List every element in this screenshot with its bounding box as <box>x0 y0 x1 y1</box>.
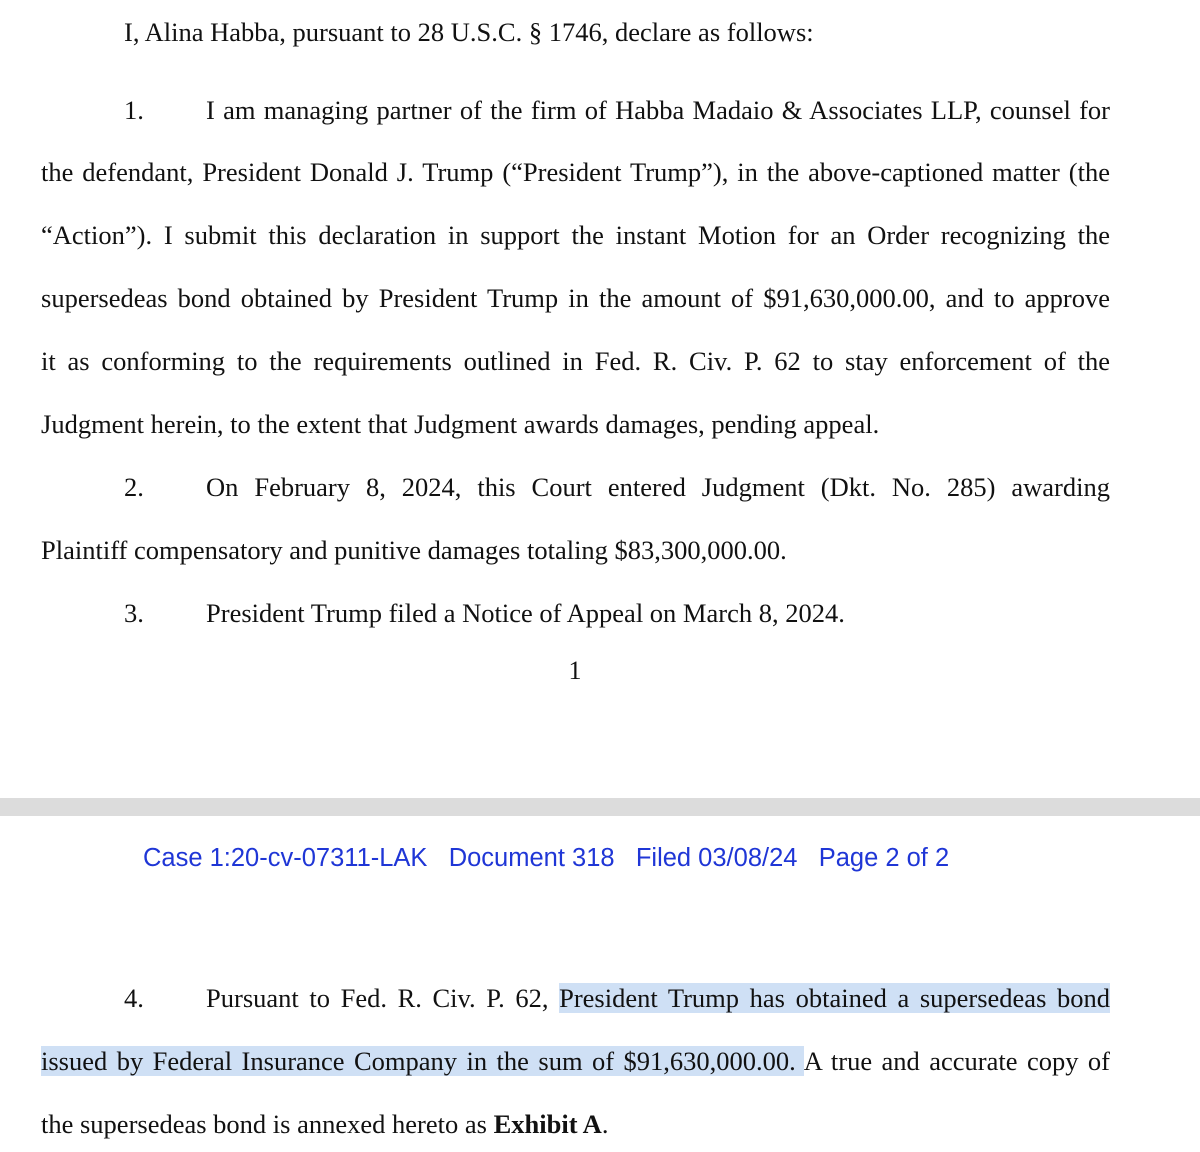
highlighted-text: President Trump has obtained a supersedeas bond <box>559 983 1110 1013</box>
para4-number: 4. <box>124 983 144 1013</box>
para4-line-2 <box>41 1045 1110 1077</box>
para4-line-3 <box>41 1108 608 1140</box>
document-number: Document 318 <box>448 844 615 872</box>
page-of: Page 2 of 2 <box>818 844 950 872</box>
para1-line-5: it as conforming to the requirements outlined in Fed. R. Civ. P. 62 to stay enforcement of the <box>41 346 1110 376</box>
para2-number: 2. <box>124 472 144 502</box>
para1-line-1: I am managing partner of the firm of Habba Madaio & Associates LLP, counsel for <box>206 95 1110 125</box>
para3-number: 3. <box>124 598 144 628</box>
para4-line-1 <box>206 982 1110 1014</box>
filed-date: Filed 03/08/24 <box>635 844 798 872</box>
para1-number: 1. <box>124 95 144 125</box>
para1-line-6: Judgment herein, to the extent that Judgment awards damages, pending appeal. <box>41 409 880 439</box>
para4-line3-suffix: . <box>601 1109 609 1139</box>
para4-line2-rest: A true and accurate copy of <box>803 1046 1110 1076</box>
para2-line-1: On February 8, 2024, this Court entered Judgment (Dkt. No. 285) awarding <box>206 472 1110 502</box>
intro-line: I, Alina Habba, pursuant to 28 U.S.C. § 1746, declare as follows: <box>124 17 814 47</box>
para4-line1-prefix: Pursuant to Fed. R. Civ. P. 62, <box>206 983 560 1013</box>
case-header <box>143 842 949 874</box>
para3-line-1: President Trump filed a Notice of Appeal on March 8, 2024. <box>206 598 845 628</box>
para1-line-4: supersedeas bond obtained by President Trump in the amount of $91,630,000.00, and to approve <box>41 283 1110 313</box>
para1-line-2: the defendant, President Donald J. Trump (“President Trump”), in the above-captioned matter (the <box>41 157 1110 187</box>
para1-line-3: “Action”). I submit this declaration in support the instant Motion for an Order recognizing the <box>41 220 1110 250</box>
para2-line-2: Plaintiff compensatory and punitive damages totaling $83,300,000.00. <box>41 535 787 565</box>
page-number: 1 <box>568 656 582 685</box>
exhibit-label: Exhibit A <box>493 1109 602 1139</box>
page-separator <box>0 798 1200 816</box>
case-number: Case 1:20-cv-07311-LAK <box>143 844 428 872</box>
para4-line3-prefix: the supersedeas bond is annexed hereto as <box>41 1109 494 1139</box>
highlighted-text: issued by Federal Insurance Company in the sum of $91,630,000.00. <box>41 1046 804 1076</box>
